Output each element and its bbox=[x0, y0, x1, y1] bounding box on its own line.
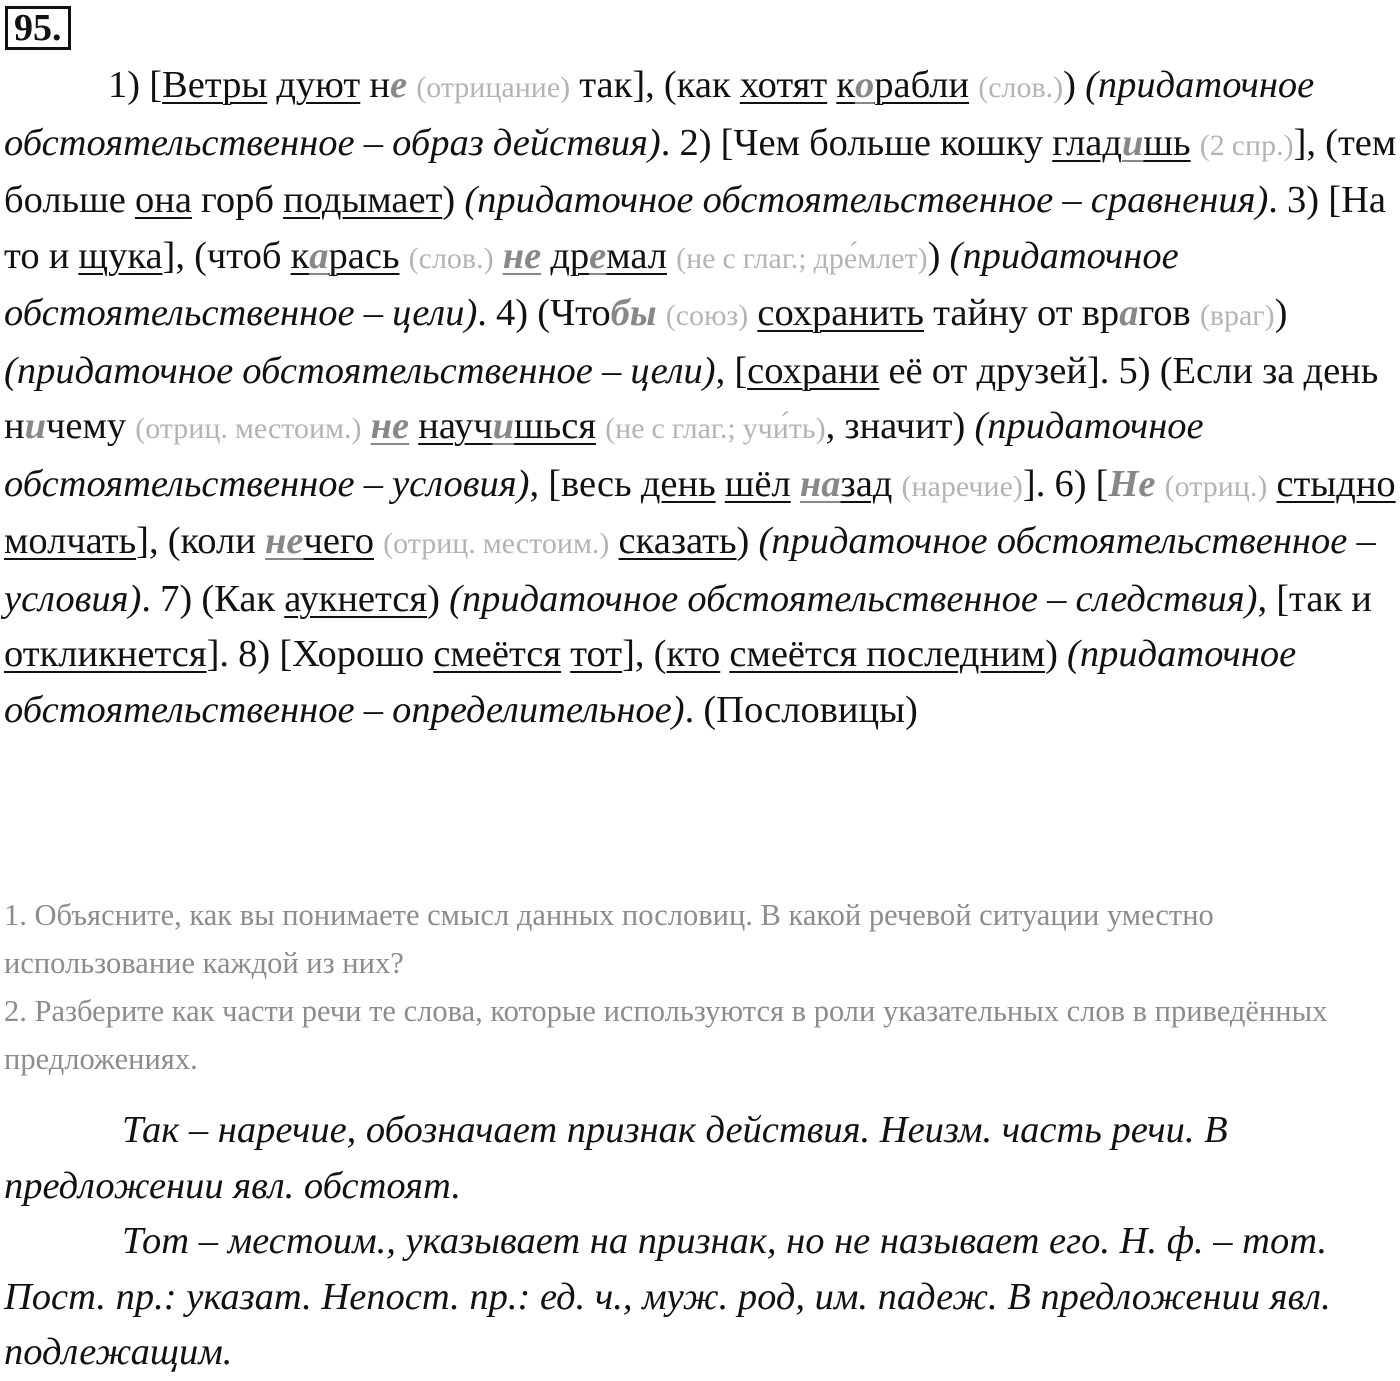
text-segment bbox=[609, 520, 618, 562]
text-segment bbox=[374, 520, 383, 562]
underlined-word: стыдно молчать bbox=[4, 462, 1396, 562]
text-segment bbox=[541, 235, 550, 277]
text-segment: . 7) (Как bbox=[141, 577, 285, 620]
text-segment: ], (чтоб bbox=[162, 234, 291, 277]
underlined-word: сохранить bbox=[757, 292, 924, 334]
underlined-word: рабли bbox=[874, 64, 970, 106]
text-segment: . 2) [Чем больше кошку bbox=[660, 121, 1053, 164]
answer-1-text: Так – наречие, обозначает признак действия. Неизм. часть речи. В предложении явл. обстоят. bbox=[4, 1109, 1228, 1207]
text-segment bbox=[720, 633, 729, 675]
underlined-word: смеётся bbox=[433, 633, 562, 675]
grammar-note: (отриц.) bbox=[1164, 469, 1268, 503]
answer-1 bbox=[4, 1103, 1398, 1214]
text-segment: горб bbox=[191, 179, 284, 221]
clause-type-note: (придаточное обстоятельственное – сравнения) bbox=[464, 179, 1269, 221]
underlined-word: аукнется bbox=[284, 577, 428, 620]
underlined-word: мал bbox=[606, 234, 667, 277]
underlined-word: щука bbox=[78, 234, 163, 277]
highlighted-letter: о bbox=[855, 64, 875, 106]
text-segment: гов bbox=[1138, 292, 1200, 334]
text-segment: ], (тем больше bbox=[4, 121, 1397, 221]
exercise-number: 95. bbox=[5, 6, 71, 50]
text-segment bbox=[409, 405, 418, 447]
text-segment: так], (как bbox=[570, 64, 740, 106]
highlighted-letter: и bbox=[24, 405, 47, 447]
underlined-word: день bbox=[640, 462, 716, 505]
grammar-note: (2 спр.) bbox=[1199, 128, 1294, 162]
underlined-word: зад bbox=[840, 462, 893, 505]
highlighted-letter: бы bbox=[610, 292, 657, 334]
text-segment bbox=[596, 405, 605, 447]
grammar-note: (не с глаг.; учи́ть) bbox=[605, 412, 826, 445]
highlighted-letter: Не bbox=[1108, 462, 1156, 505]
question-2: 2. Разберите как части речи те слова, которые используются в роли указательных слов в приведённых предложениях. bbox=[4, 994, 1328, 1076]
text-segment: ) bbox=[1045, 633, 1068, 675]
text-segment bbox=[267, 64, 276, 106]
text-segment: , [ bbox=[715, 349, 748, 392]
clause-type-note: (придаточное обстоятельственное – условия) bbox=[4, 520, 1376, 620]
highlighted-letter: а bbox=[309, 234, 329, 277]
text-segment bbox=[561, 633, 570, 675]
grammar-note: (отриц. местоим.) bbox=[383, 527, 610, 560]
underlined-word: дуют bbox=[276, 64, 361, 106]
underlined-word: Ветры bbox=[162, 64, 268, 106]
text-segment: ) bbox=[927, 234, 950, 277]
text-segment: ]. 6) [ bbox=[1022, 462, 1109, 505]
highlighted-letter: е bbox=[589, 234, 607, 277]
text-segment bbox=[407, 64, 416, 106]
text-segment: чему bbox=[46, 405, 136, 447]
clause-type-note: (придаточное обстоятельственное – цели) bbox=[4, 234, 1179, 334]
underlined-word: подымает bbox=[283, 179, 443, 221]
underlined-word: к bbox=[836, 64, 856, 106]
clause-type-note: (придаточное обстоятельственное – следствия) bbox=[449, 577, 1258, 620]
underlined-word: др bbox=[550, 234, 590, 277]
text-segment: ) bbox=[736, 520, 759, 562]
underlined-word: тот bbox=[570, 633, 623, 675]
underlined-word: смеётся последним bbox=[729, 633, 1046, 675]
underlined-word: хотят bbox=[739, 64, 828, 106]
text-segment: ) bbox=[427, 577, 450, 620]
clause-type-note: (придаточное обстоятельственное – условия) bbox=[4, 405, 1204, 505]
text-segment: ) bbox=[442, 179, 465, 221]
underlined-word: к bbox=[290, 234, 310, 277]
text-segment bbox=[892, 463, 901, 505]
highlighted-letter: не bbox=[370, 405, 410, 447]
text-segment bbox=[827, 64, 836, 106]
answer-2 bbox=[4, 1214, 1398, 1381]
underlined-word: чего bbox=[303, 520, 374, 562]
highlighted-letter: не bbox=[502, 234, 542, 277]
underlined-word: шься bbox=[514, 405, 597, 447]
question-1: 1. Объясните, как вы понимаете смысл данных пословиц. В какой речевой ситуации уместно использование каждой из них? bbox=[4, 898, 1214, 980]
underlined-word: науч bbox=[418, 405, 493, 447]
underlined-word: она bbox=[134, 179, 192, 221]
highlighted-letter: на bbox=[799, 462, 841, 505]
underlined-word: сохрани bbox=[747, 349, 880, 392]
underlined-word: кто bbox=[666, 633, 721, 675]
text-segment: , [так и bbox=[1257, 577, 1372, 620]
highlighted-letter: е bbox=[390, 64, 408, 106]
clause-type-note: (придаточное обстоятельственное – образ действия) bbox=[4, 64, 1315, 164]
grammar-note: (союз) bbox=[665, 299, 749, 332]
text-segment: ], ( bbox=[622, 633, 667, 675]
underlined-word: откликнется bbox=[4, 633, 207, 675]
exercise-paragraph bbox=[4, 58, 1398, 738]
text-segment: 1) [ bbox=[108, 64, 163, 106]
text-segment: , [весь bbox=[529, 462, 641, 505]
answers-block bbox=[4, 1103, 1398, 1381]
text-segment bbox=[1191, 122, 1200, 164]
answer-2-text: Тот – местоим., указывает на признак, но не называет его. Н. ф. – тот. Пост. пр.: указат. Непост. пр.: ед. ч., муж. род, им. падеж. В предложении явл. подлежащим. bbox=[4, 1220, 1331, 1373]
underlined-word: глад bbox=[1052, 121, 1122, 164]
text-segment bbox=[791, 463, 800, 505]
text-segment: , значит) bbox=[825, 405, 975, 447]
text-segment: ], (коли bbox=[136, 520, 265, 562]
grammar-note: (слов.) bbox=[978, 71, 1064, 104]
grammar-note: (слов.) bbox=[408, 241, 494, 275]
text-segment: . 4) (Что bbox=[477, 292, 611, 334]
clause-type-note: (придаточное обстоятельственное – определительное) bbox=[4, 633, 1297, 731]
text-segment: тайну от вр bbox=[923, 292, 1120, 334]
text-segment: ) bbox=[1274, 292, 1288, 334]
text-segment bbox=[494, 235, 503, 277]
text-segment: ) bbox=[1063, 64, 1086, 106]
underlined-word: шь bbox=[1143, 121, 1191, 164]
highlighted-letter: и bbox=[492, 405, 515, 447]
questions-block bbox=[4, 891, 1394, 1083]
grammar-note: (отриц. местоим.) bbox=[135, 412, 362, 445]
text-segment: . 3) [На то и bbox=[4, 179, 1386, 277]
underlined-word: сказать bbox=[618, 520, 737, 562]
text-segment: н bbox=[360, 64, 390, 106]
underlined-word: рась bbox=[328, 234, 400, 277]
clause-type-note: (придаточное обстоятельственное – цели) bbox=[4, 349, 716, 392]
highlighted-letter: и bbox=[1121, 121, 1144, 164]
highlighted-letter: а bbox=[1119, 292, 1139, 334]
highlighted-letter: не bbox=[264, 520, 304, 562]
underlined-word: шёл bbox=[724, 462, 791, 505]
grammar-note: (враг) bbox=[1199, 299, 1275, 332]
text-segment bbox=[657, 292, 666, 334]
grammar-note: (не с глаг.; дре́млет) bbox=[676, 241, 928, 275]
text-segment bbox=[667, 235, 676, 277]
text-segment bbox=[400, 235, 409, 277]
text-segment bbox=[969, 64, 978, 106]
text-segment: . (Пословицы) bbox=[684, 688, 918, 731]
grammar-note: (наречие) bbox=[901, 469, 1023, 503]
text-segment bbox=[362, 405, 371, 447]
text-segment bbox=[1156, 463, 1165, 505]
text-segment: ]. 8) [Хорошо bbox=[206, 633, 434, 675]
text-segment: её от друзей]. 5) (Если за день н bbox=[4, 349, 1379, 447]
text-segment bbox=[716, 463, 725, 505]
grammar-note: (отрицание) bbox=[416, 71, 571, 104]
